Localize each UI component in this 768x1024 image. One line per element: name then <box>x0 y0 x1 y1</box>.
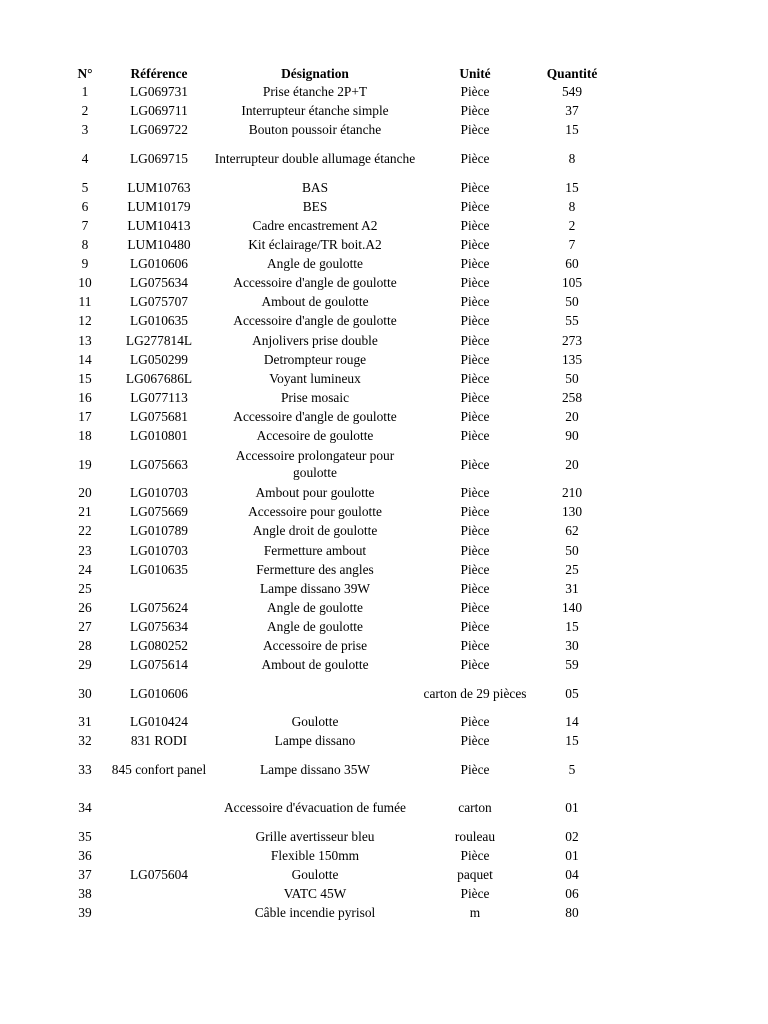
cell-unit: Pièce <box>460 256 490 272</box>
cell-number: 34 <box>78 800 92 816</box>
cell-quantity: 50 <box>565 370 579 386</box>
table-row <box>66 847 610 866</box>
cell-designation: Bouton poussoir étanche <box>248 122 382 138</box>
cell-quantity: 5 <box>568 762 576 778</box>
table-row <box>66 293 610 312</box>
cell-unit: Pièce <box>460 523 490 539</box>
cell-unit: Pièce <box>460 657 490 673</box>
cell-quantity: 62 <box>565 523 579 539</box>
table-row <box>66 312 610 331</box>
cell-designation: Fermetture ambout <box>263 542 367 558</box>
cell-unit: rouleau <box>454 828 496 844</box>
cell-unit: Pièce <box>460 84 490 100</box>
table-row <box>66 389 610 408</box>
cell-unit: Pièce <box>460 427 490 443</box>
cell-reference <box>104 828 214 847</box>
cell-number: 20 <box>78 485 92 501</box>
cell-designation: Ambout pour goulotte <box>255 485 375 501</box>
cell-unit: Pièce <box>460 313 490 329</box>
cell-designation: Prise mosaic <box>280 389 350 405</box>
cell-unit: Pièce <box>460 332 490 348</box>
cell-reference: 845 confort panel <box>111 762 207 778</box>
cell-unit: Pièce <box>460 504 490 520</box>
cell-unit: Pièce <box>460 275 490 291</box>
cell-unit: Pièce <box>460 103 490 119</box>
cell-designation: Voyant lumineux <box>269 370 361 386</box>
table-row <box>66 866 610 885</box>
table-row <box>66 599 610 618</box>
cell-reference <box>104 579 214 598</box>
cell-designation: Ambout de goulotte <box>261 657 369 673</box>
cell-quantity: 90 <box>565 427 579 443</box>
cell-number: 7 <box>81 217 89 233</box>
cell-number: 1 <box>81 84 89 100</box>
cell-number: 2 <box>81 103 89 119</box>
table-row <box>66 140 610 178</box>
cell-reference: LUM10179 <box>127 198 191 214</box>
cell-designation: Accessoire d'angle de goulotte <box>233 408 397 424</box>
cell-quantity: 273 <box>561 332 583 348</box>
cell-designation: Grille avertisseur bleu <box>255 828 375 844</box>
table-row <box>66 522 610 541</box>
cell-quantity: 06 <box>565 886 579 902</box>
cell-designation: Interrupteur étanche simple <box>241 103 389 119</box>
cell-reference: LG067686L <box>125 370 193 386</box>
cell-number: 31 <box>78 714 92 730</box>
cell-quantity: 50 <box>565 294 579 310</box>
cell-designation: Angle de goulotte <box>267 599 363 615</box>
table-row <box>66 732 610 751</box>
cell-number: 21 <box>78 504 92 520</box>
cell-designation: Detrompteur rouge <box>263 351 367 367</box>
cell-number: 22 <box>78 523 92 539</box>
cell-unit: Pièce <box>460 351 490 367</box>
cell-designation: Anjolivers prise double <box>252 332 378 348</box>
cell-reference: LUM10763 <box>127 179 191 195</box>
table-row <box>66 274 610 293</box>
table-row <box>66 885 610 904</box>
cell-quantity: 15 <box>565 122 579 138</box>
cell-quantity: 15 <box>565 733 579 749</box>
cell-quantity: 130 <box>561 504 583 520</box>
cell-quantity: 14 <box>565 714 579 730</box>
cell-designation: Lampe dissano 35W <box>259 762 371 778</box>
cell-unit: Pièce <box>460 237 490 253</box>
cell-quantity: 20 <box>565 408 579 424</box>
cell-number: 25 <box>78 580 92 596</box>
cell-quantity: 37 <box>565 103 579 119</box>
cell-quantity: 549 <box>561 84 583 100</box>
cell-number: 11 <box>78 294 92 310</box>
cell-unit: Pièce <box>460 217 490 233</box>
cell-number: 38 <box>78 886 92 902</box>
cell-unit: Pièce <box>460 542 490 558</box>
cell-reference <box>104 789 214 827</box>
cell-number: 4 <box>81 151 89 167</box>
cell-number: 12 <box>78 313 92 329</box>
cell-unit: Pièce <box>460 638 490 654</box>
table-row <box>66 198 610 217</box>
header-row <box>66 65 610 83</box>
cell-reference <box>104 847 214 866</box>
cell-number: 36 <box>78 848 92 864</box>
cell-quantity: 60 <box>565 256 579 272</box>
cell-reference <box>104 885 214 904</box>
cell-number: 30 <box>78 685 92 701</box>
cell-unit: Pièce <box>460 151 490 167</box>
cell-quantity: 05 <box>565 685 579 701</box>
cell-designation: Accesoire de goulotte <box>256 427 374 443</box>
cell-designation <box>214 675 416 713</box>
table-row <box>66 83 610 102</box>
table-row <box>66 255 610 274</box>
cell-unit: Pièce <box>460 408 490 424</box>
cell-designation: Goulotte <box>291 867 339 883</box>
cell-number: 16 <box>78 389 92 405</box>
cell-quantity: 59 <box>565 657 579 673</box>
cell-reference: LG010789 <box>129 523 189 539</box>
cell-unit: Pièce <box>460 599 490 615</box>
cell-reference: LG075604 <box>129 867 189 883</box>
cell-reference: LG010635 <box>129 561 189 577</box>
cell-designation: Angle de goulotte <box>267 618 363 634</box>
cell-reference: LG075614 <box>129 657 189 673</box>
table-row <box>66 656 610 675</box>
cell-unit: carton de 29 pièces <box>423 685 527 701</box>
table-row <box>66 178 610 197</box>
cell-unit: m <box>469 905 481 921</box>
cell-designation: Goulotte <box>291 714 339 730</box>
cell-designation: BAS <box>301 179 329 195</box>
cell-number: 29 <box>78 657 92 673</box>
cell-designation: Accessoire d'angle de goulotte <box>233 313 397 329</box>
cell-reference: LUM10480 <box>127 237 191 253</box>
header-unit: Unité <box>459 65 491 81</box>
cell-quantity: 01 <box>565 800 579 816</box>
cell-reference: LG010606 <box>129 685 189 701</box>
cell-designation: BES <box>302 198 328 214</box>
cell-number: 13 <box>78 332 92 348</box>
cell-designation: Angle droit de goulotte <box>252 523 378 539</box>
cell-reference: LG010801 <box>129 427 189 443</box>
cell-reference: LG075634 <box>129 618 189 634</box>
cell-designation: Angle de goulotte <box>267 256 363 272</box>
table-row <box>66 579 610 598</box>
table-row <box>66 236 610 255</box>
cell-quantity: 258 <box>561 389 583 405</box>
table-row <box>66 503 610 522</box>
cell-unit: paquet <box>457 867 493 883</box>
cell-designation: Accessoire pour goulotte <box>248 504 382 520</box>
cell-unit: Pièce <box>460 179 490 195</box>
cell-designation: Câble incendie pyrisol <box>254 905 376 921</box>
cell-number: 33 <box>78 762 92 778</box>
cell-designation: Lampe dissano 39W <box>259 580 371 596</box>
header-number: N° <box>77 65 93 81</box>
cell-quantity: 20 <box>565 456 579 472</box>
cell-unit: Pièce <box>460 122 490 138</box>
table-row <box>66 637 610 656</box>
table-row <box>66 331 610 350</box>
cell-quantity: 15 <box>565 179 579 195</box>
cell-quantity: 15 <box>565 618 579 634</box>
cell-number: 37 <box>78 867 92 883</box>
cell-unit: Pièce <box>460 294 490 310</box>
cell-number: 5 <box>81 179 89 195</box>
table-row <box>66 217 610 236</box>
cell-reference: LG075669 <box>129 504 189 520</box>
cell-unit: Pièce <box>460 485 490 501</box>
cell-quantity: 140 <box>561 599 583 615</box>
table-row <box>66 675 610 713</box>
cell-quantity: 31 <box>565 580 579 596</box>
cell-reference: LG277814L <box>125 332 193 348</box>
cell-number: 18 <box>78 427 92 443</box>
cell-unit: Pièce <box>460 733 490 749</box>
cell-unit: Pièce <box>460 370 490 386</box>
cell-quantity: 210 <box>561 485 583 501</box>
header-quantity: Quantité <box>546 65 598 81</box>
cell-reference: LG075634 <box>129 275 189 291</box>
cell-reference: LG077113 <box>130 389 188 405</box>
cell-number: 39 <box>78 905 92 921</box>
cell-quantity: 135 <box>561 351 583 367</box>
cell-reference: LG069731 <box>129 84 189 100</box>
cell-quantity: 55 <box>565 313 579 329</box>
cell-number: 28 <box>78 638 92 654</box>
cell-quantity: 02 <box>565 828 579 844</box>
cell-unit: Pièce <box>460 618 490 634</box>
cell-designation: Interrupteur double allumage étanche <box>214 151 416 167</box>
table-row <box>66 102 610 121</box>
cell-quantity: 7 <box>568 237 576 253</box>
cell-number: 26 <box>78 599 92 615</box>
cell-number: 10 <box>78 275 92 291</box>
table-row <box>66 904 610 923</box>
table-row <box>66 484 610 503</box>
cell-designation: Flexible 150mm <box>270 848 360 864</box>
cell-unit: carton <box>458 800 492 816</box>
cell-quantity: 105 <box>561 275 583 291</box>
table-row <box>66 350 610 369</box>
cell-number: 8 <box>81 237 89 253</box>
cell-designation: Cadre encastrement A2 <box>252 217 378 233</box>
cell-designation: Kit éclairage/TR boit.A2 <box>248 237 382 253</box>
cell-reference: LG075707 <box>129 294 189 310</box>
cell-unit: Pièce <box>460 389 490 405</box>
cell-reference: LG050299 <box>129 351 189 367</box>
cell-unit: Pièce <box>460 580 490 596</box>
cell-reference: LG069722 <box>129 122 189 138</box>
header-designation: Désignation <box>281 65 349 81</box>
cell-number: 14 <box>78 351 92 367</box>
cell-reference: LG010606 <box>129 256 189 272</box>
table-row <box>66 560 610 579</box>
cell-quantity: 01 <box>565 848 579 864</box>
table-row <box>66 121 610 140</box>
cell-reference: LG010703 <box>129 485 189 501</box>
cell-designation: Accessoire prolongateur pour goulotte <box>235 448 395 480</box>
inventory-table <box>66 65 610 923</box>
cell-reference: 831 RODI <box>130 733 188 749</box>
cell-quantity: 04 <box>565 867 579 883</box>
cell-number: 17 <box>78 408 92 424</box>
cell-quantity: 80 <box>565 905 579 921</box>
cell-reference: LG010424 <box>129 714 189 730</box>
cell-unit: Pièce <box>460 714 490 730</box>
cell-number: 6 <box>81 198 89 214</box>
cell-designation: Accessoire d'évacuation de fumée <box>224 800 406 816</box>
cell-quantity: 8 <box>568 198 576 214</box>
table-row <box>66 828 610 847</box>
cell-unit: Pièce <box>460 456 490 472</box>
cell-reference: LUM10413 <box>127 217 191 233</box>
cell-quantity: 25 <box>565 561 579 577</box>
cell-reference: LG075681 <box>129 408 189 424</box>
cell-number: 19 <box>78 456 92 472</box>
cell-quantity: 30 <box>565 638 579 654</box>
cell-unit: Pièce <box>460 762 490 778</box>
cell-reference: LG075663 <box>129 456 189 472</box>
table-row <box>66 427 610 446</box>
cell-unit: Pièce <box>460 848 490 864</box>
table-row <box>66 751 610 789</box>
table-row <box>66 446 610 484</box>
cell-designation: Fermetture des angles <box>256 561 374 577</box>
header-reference: Référence <box>130 65 188 81</box>
table-row <box>66 541 610 560</box>
cell-reference <box>104 904 214 923</box>
table-row <box>66 408 610 427</box>
cell-number: 23 <box>78 542 92 558</box>
cell-number: 24 <box>78 561 92 577</box>
cell-reference: LG069711 <box>130 103 188 119</box>
cell-number: 27 <box>78 618 92 634</box>
cell-reference: LG080252 <box>129 638 189 654</box>
cell-unit: Pièce <box>460 886 490 902</box>
cell-designation: Ambout de goulotte <box>261 294 369 310</box>
cell-reference: LG069715 <box>129 151 189 167</box>
cell-number: 3 <box>81 122 89 138</box>
cell-quantity: 8 <box>568 151 576 167</box>
cell-reference: LG010635 <box>129 313 189 329</box>
table-row <box>66 618 610 637</box>
cell-designation: Lampe dissano <box>274 733 356 749</box>
cell-number: 15 <box>78 370 92 386</box>
cell-designation: VATC 45W <box>283 886 347 902</box>
cell-designation: Accessoire de prise <box>262 638 368 654</box>
table-row <box>66 789 610 827</box>
cell-number: 35 <box>78 828 92 844</box>
table-row <box>66 713 610 732</box>
cell-number: 32 <box>78 733 92 749</box>
table-row <box>66 369 610 388</box>
cell-unit: Pièce <box>460 198 490 214</box>
cell-reference: LG010703 <box>129 542 189 558</box>
cell-reference: LG075624 <box>129 599 189 615</box>
cell-unit: Pièce <box>460 561 490 577</box>
cell-designation: Accessoire d'angle de goulotte <box>233 275 397 291</box>
cell-designation: Prise étanche 2P+T <box>262 84 368 100</box>
cell-number: 9 <box>81 256 89 272</box>
cell-quantity: 2 <box>568 217 576 233</box>
cell-quantity: 50 <box>565 542 579 558</box>
